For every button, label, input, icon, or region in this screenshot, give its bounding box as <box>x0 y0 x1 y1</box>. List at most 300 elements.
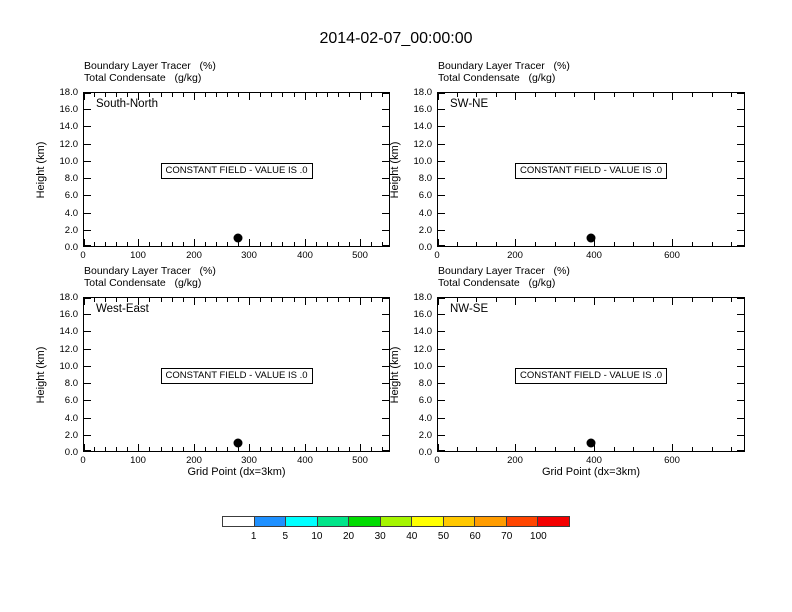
y-tick-label: 16.0 <box>413 309 432 320</box>
y-tick-label: 2.0 <box>418 430 432 441</box>
x-minor-tick <box>105 447 106 451</box>
x-minor-tick <box>633 298 634 302</box>
x-tick-label: 0 <box>434 455 440 466</box>
field-label-tracer: Boundary Layer Tracer (%) <box>84 265 216 277</box>
x-minor-tick <box>653 93 654 97</box>
x-minor-tick <box>105 242 106 246</box>
x-minor-tick <box>116 447 117 451</box>
y-major-tick <box>84 213 91 214</box>
x-major-tick <box>305 298 306 305</box>
x-minor-tick <box>294 447 295 451</box>
y-tick-label: 8.0 <box>64 378 78 389</box>
y-major-tick <box>382 331 389 332</box>
y-tick-label: 4.0 <box>418 208 432 219</box>
y-major-tick <box>438 314 445 315</box>
colorbar-tick-label: 10 <box>311 531 323 542</box>
x-minor-tick <box>271 298 272 302</box>
y-major-tick <box>382 418 389 419</box>
x-minor-tick <box>183 298 184 302</box>
x-minor-tick <box>94 298 95 302</box>
y-tick-label: 10.0 <box>59 361 78 372</box>
x-tick-label: 400 <box>586 250 602 261</box>
y-tick-label: 12.0 <box>59 344 78 355</box>
x-major-tick <box>672 239 673 246</box>
y-tick-label: 14.0 <box>413 121 432 132</box>
y-major-tick <box>737 93 744 94</box>
y-major-tick <box>84 109 91 110</box>
x-minor-tick <box>731 447 732 451</box>
x-minor-tick <box>555 242 556 246</box>
colorbar-tick-label: 40 <box>406 531 418 542</box>
x-minor-tick <box>161 242 162 246</box>
y-major-tick <box>382 349 389 350</box>
x-minor-tick <box>149 93 150 97</box>
x-minor-tick <box>205 298 206 302</box>
cross-section-label: NW-SE <box>450 303 489 315</box>
y-tick-label: 14.0 <box>59 326 78 337</box>
x-tick-label: 400 <box>297 455 313 466</box>
x-minor-tick <box>149 298 150 302</box>
y-major-tick <box>438 195 445 196</box>
y-major-tick <box>382 314 389 315</box>
y-tick-label: 2.0 <box>64 225 78 236</box>
x-minor-tick <box>227 242 228 246</box>
x-tick-label: 600 <box>664 455 680 466</box>
x-minor-tick <box>127 242 128 246</box>
y-tick-label: 2.0 <box>418 225 432 236</box>
x-minor-tick <box>216 242 217 246</box>
y-major-tick <box>737 366 744 367</box>
x-minor-tick <box>338 242 339 246</box>
x-major-tick <box>194 298 195 305</box>
x-major-tick <box>305 93 306 100</box>
x-minor-tick <box>457 447 458 451</box>
y-tick-label: 10.0 <box>413 156 432 167</box>
x-tick-label: 500 <box>352 250 368 261</box>
x-minor-tick <box>731 298 732 302</box>
colorbar-cell <box>223 517 255 526</box>
x-minor-tick <box>282 242 283 246</box>
x-minor-tick <box>282 298 283 302</box>
y-major-tick <box>737 450 744 451</box>
colorbar-tick-label: 5 <box>282 531 289 542</box>
colorbar-cell <box>381 517 413 526</box>
y-major-tick <box>382 144 389 145</box>
y-major-tick <box>737 245 744 246</box>
x-minor-tick <box>712 298 713 302</box>
y-major-tick <box>737 298 744 299</box>
x-major-tick <box>360 239 361 246</box>
cross-section-label: South-North <box>96 98 159 110</box>
x-minor-tick <box>633 242 634 246</box>
x-minor-tick <box>555 447 556 451</box>
y-major-tick <box>382 161 389 162</box>
y-major-tick <box>84 298 91 299</box>
x-major-tick <box>138 444 139 451</box>
y-tick-label: 14.0 <box>413 326 432 337</box>
x-minor-tick <box>227 447 228 451</box>
y-major-tick <box>84 435 91 436</box>
panel-header <box>438 60 570 84</box>
y-tick-label: 18.0 <box>59 87 78 98</box>
x-minor-tick <box>574 447 575 451</box>
x-minor-tick <box>476 298 477 302</box>
x-minor-tick <box>161 93 162 97</box>
x-tick-label: 200 <box>507 455 523 466</box>
y-major-tick <box>84 383 91 384</box>
x-minor-tick <box>105 93 106 97</box>
y-major-tick <box>382 195 389 196</box>
y-tick-label: 16.0 <box>59 309 78 320</box>
x-minor-tick <box>614 298 615 302</box>
x-minor-tick <box>127 298 128 302</box>
x-minor-tick <box>535 93 536 97</box>
y-major-tick <box>737 400 744 401</box>
panel-west-east <box>35 265 390 478</box>
x-minor-tick <box>227 298 228 302</box>
colorbar-tick-label: 1 <box>250 531 257 542</box>
y-axis-title: Height (km) <box>35 141 47 198</box>
x-minor-tick <box>316 447 317 451</box>
colorbar-tick-label: 60 <box>469 531 481 542</box>
x-major-tick <box>138 239 139 246</box>
y-major-tick <box>438 161 445 162</box>
panel-nw-se <box>389 265 745 478</box>
colorbar-tick-label: 70 <box>501 531 513 542</box>
y-major-tick <box>438 331 445 332</box>
y-major-tick <box>438 298 445 299</box>
constant-field-note: CONSTANT FIELD - VALUE IS .0 <box>160 163 312 179</box>
y-major-tick <box>84 450 91 451</box>
x-tick-label: 400 <box>586 455 602 466</box>
y-major-tick <box>737 314 744 315</box>
x-minor-tick <box>653 242 654 246</box>
x-minor-tick <box>327 298 328 302</box>
y-tick-label: 12.0 <box>59 139 78 150</box>
x-tick-label: 600 <box>664 250 680 261</box>
x-minor-tick <box>371 298 372 302</box>
colorbar-cell <box>349 517 381 526</box>
y-major-tick <box>438 178 445 179</box>
x-minor-tick <box>633 93 634 97</box>
y-major-tick <box>84 126 91 127</box>
x-minor-tick <box>731 93 732 97</box>
y-tick-label: 6.0 <box>418 395 432 406</box>
x-major-tick <box>672 444 673 451</box>
x-minor-tick <box>149 242 150 246</box>
x-minor-tick <box>371 447 372 451</box>
y-major-tick <box>737 178 744 179</box>
x-minor-tick <box>105 298 106 302</box>
y-major-tick <box>438 109 445 110</box>
x-major-tick <box>360 298 361 305</box>
x-minor-tick <box>712 93 713 97</box>
y-major-tick <box>737 213 744 214</box>
x-major-tick <box>194 444 195 451</box>
x-minor-tick <box>476 93 477 97</box>
y-major-tick <box>84 331 91 332</box>
y-major-tick <box>382 126 389 127</box>
x-minor-tick <box>371 242 372 246</box>
constant-field-note: CONSTANT FIELD - VALUE IS .0 <box>515 163 667 179</box>
y-tick-label: 16.0 <box>59 104 78 115</box>
x-minor-tick <box>555 298 556 302</box>
x-minor-tick <box>216 447 217 451</box>
x-major-tick <box>194 93 195 100</box>
x-major-tick <box>672 298 673 305</box>
y-major-tick <box>438 383 445 384</box>
x-minor-tick <box>535 298 536 302</box>
x-minor-tick <box>476 447 477 451</box>
x-minor-tick <box>712 447 713 451</box>
x-minor-tick <box>574 298 575 302</box>
field-label-condensate: Total Condensate (g/kg) <box>438 72 556 84</box>
y-major-tick <box>84 144 91 145</box>
x-minor-tick <box>496 93 497 97</box>
y-major-tick <box>438 245 445 246</box>
x-major-tick <box>594 93 595 100</box>
colorbar-cell <box>444 517 476 526</box>
panel-header <box>438 265 570 289</box>
x-axis-title: Grid Point (dx=3km) <box>541 466 641 478</box>
x-minor-tick <box>614 93 615 97</box>
x-minor-tick <box>476 242 477 246</box>
x-major-tick <box>438 93 439 100</box>
x-major-tick <box>360 444 361 451</box>
y-major-tick <box>84 418 91 419</box>
colorbar-tick-label: 100 <box>530 531 547 542</box>
y-major-tick <box>382 213 389 214</box>
y-major-tick <box>438 349 445 350</box>
x-minor-tick <box>94 242 95 246</box>
y-tick-label: 8.0 <box>418 378 432 389</box>
x-major-tick <box>84 298 85 305</box>
x-minor-tick <box>692 93 693 97</box>
x-minor-tick <box>205 93 206 97</box>
x-minor-tick <box>496 447 497 451</box>
y-major-tick <box>438 213 445 214</box>
x-minor-tick <box>116 242 117 246</box>
y-major-tick <box>382 400 389 401</box>
x-major-tick <box>515 239 516 246</box>
y-major-tick <box>84 400 91 401</box>
y-major-tick <box>438 93 445 94</box>
y-major-tick <box>382 298 389 299</box>
x-minor-tick <box>496 242 497 246</box>
x-minor-tick <box>294 242 295 246</box>
x-tick-label: 0 <box>434 250 440 261</box>
y-major-tick <box>382 450 389 451</box>
y-major-tick <box>438 418 445 419</box>
x-minor-tick <box>327 447 328 451</box>
y-tick-label: 18.0 <box>413 292 432 303</box>
y-tick-label: 12.0 <box>413 344 432 355</box>
y-major-tick <box>84 366 91 367</box>
y-axis-title: Height (km) <box>35 346 47 403</box>
x-minor-tick <box>205 242 206 246</box>
colorbar-cell <box>507 517 539 526</box>
y-tick-label: 0.0 <box>64 447 78 458</box>
x-major-tick <box>515 298 516 305</box>
y-major-tick <box>737 144 744 145</box>
y-axis-title: Height (km) <box>389 346 401 403</box>
y-major-tick <box>382 109 389 110</box>
x-major-tick <box>249 93 250 100</box>
y-tick-label: 16.0 <box>413 104 432 115</box>
x-minor-tick <box>294 93 295 97</box>
x-minor-tick <box>653 298 654 302</box>
x-minor-tick <box>127 93 128 97</box>
field-label-condensate: Total Condensate (g/kg) <box>84 277 202 289</box>
colorbar-cell <box>286 517 318 526</box>
x-minor-tick <box>731 242 732 246</box>
y-major-tick <box>84 195 91 196</box>
x-tick-label: 200 <box>186 455 202 466</box>
x-minor-tick <box>338 298 339 302</box>
x-minor-tick <box>614 242 615 246</box>
y-tick-label: 10.0 <box>413 361 432 372</box>
colorbar-cell <box>255 517 287 526</box>
x-minor-tick <box>574 242 575 246</box>
y-tick-label: 4.0 <box>64 208 78 219</box>
x-major-tick <box>305 239 306 246</box>
y-major-tick <box>438 450 445 451</box>
x-minor-tick <box>116 298 117 302</box>
x-minor-tick <box>260 93 261 97</box>
x-minor-tick <box>172 93 173 97</box>
y-major-tick <box>84 93 91 94</box>
x-tick-label: 200 <box>507 250 523 261</box>
y-major-tick <box>737 230 744 231</box>
panel-sw-ne <box>389 60 745 261</box>
x-minor-tick <box>282 93 283 97</box>
y-major-tick <box>84 230 91 231</box>
y-tick-label: 8.0 <box>418 173 432 184</box>
x-minor-tick <box>692 242 693 246</box>
y-major-tick <box>438 144 445 145</box>
x-minor-tick <box>338 447 339 451</box>
x-minor-tick <box>555 93 556 97</box>
y-major-tick <box>737 126 744 127</box>
y-major-tick <box>438 230 445 231</box>
x-minor-tick <box>574 93 575 97</box>
y-major-tick <box>382 435 389 436</box>
x-minor-tick <box>260 298 261 302</box>
y-major-tick <box>84 349 91 350</box>
x-minor-tick <box>271 93 272 97</box>
y-major-tick <box>737 435 744 436</box>
y-tick-label: 2.0 <box>64 430 78 441</box>
colorbar-cell <box>475 517 507 526</box>
field-label-tracer: Boundary Layer Tracer (%) <box>438 265 570 277</box>
y-tick-label: 4.0 <box>64 413 78 424</box>
field-label-condensate: Total Condensate (g/kg) <box>84 72 202 84</box>
y-tick-label: 18.0 <box>413 87 432 98</box>
x-minor-tick <box>183 93 184 97</box>
y-major-tick <box>84 178 91 179</box>
x-tick-label: 0 <box>80 455 86 466</box>
x-minor-tick <box>614 447 615 451</box>
y-major-tick <box>382 383 389 384</box>
x-major-tick <box>84 93 85 100</box>
x-tick-label: 100 <box>130 455 146 466</box>
y-major-tick <box>737 109 744 110</box>
y-major-tick <box>382 230 389 231</box>
y-tick-label: 8.0 <box>64 173 78 184</box>
data-point-marker <box>586 439 595 448</box>
x-major-tick <box>194 239 195 246</box>
x-major-tick <box>249 444 250 451</box>
y-axis-title: Height (km) <box>389 141 401 198</box>
x-major-tick <box>672 93 673 100</box>
x-minor-tick <box>94 93 95 97</box>
y-major-tick <box>438 435 445 436</box>
y-tick-label: 6.0 <box>64 395 78 406</box>
x-major-tick <box>249 298 250 305</box>
colorbar-tick-label: 30 <box>374 531 386 542</box>
x-minor-tick <box>172 298 173 302</box>
x-minor-tick <box>271 242 272 246</box>
data-point-marker <box>234 439 243 448</box>
cross-section-label: SW-NE <box>450 98 489 110</box>
y-major-tick <box>438 126 445 127</box>
x-minor-tick <box>692 298 693 302</box>
y-major-tick <box>438 400 445 401</box>
x-tick-label: 100 <box>130 250 146 261</box>
x-minor-tick <box>349 447 350 451</box>
panel-south-north <box>35 60 390 261</box>
x-minor-tick <box>183 447 184 451</box>
y-tick-label: 4.0 <box>418 413 432 424</box>
y-tick-label: 6.0 <box>64 190 78 201</box>
x-minor-tick <box>127 447 128 451</box>
x-minor-tick <box>238 298 239 302</box>
x-tick-label: 400 <box>297 250 313 261</box>
x-minor-tick <box>260 242 261 246</box>
y-major-tick <box>438 366 445 367</box>
x-minor-tick <box>457 93 458 97</box>
x-minor-tick <box>161 447 162 451</box>
field-label-tracer: Boundary Layer Tracer (%) <box>438 60 570 72</box>
y-tick-label: 0.0 <box>64 242 78 253</box>
colorbar-tick-label: 20 <box>342 531 355 542</box>
x-minor-tick <box>205 447 206 451</box>
x-major-tick <box>594 298 595 305</box>
x-tick-label: 300 <box>241 250 257 261</box>
x-minor-tick <box>327 242 328 246</box>
x-tick-label: 200 <box>186 250 202 261</box>
x-major-tick <box>360 93 361 100</box>
x-tick-label: 0 <box>80 250 86 261</box>
y-major-tick <box>737 331 744 332</box>
x-minor-tick <box>327 93 328 97</box>
y-tick-label: 10.0 <box>59 156 78 167</box>
x-minor-tick <box>371 93 372 97</box>
x-major-tick <box>249 239 250 246</box>
x-minor-tick <box>692 447 693 451</box>
panel-header <box>84 60 216 84</box>
y-tick-label: 6.0 <box>418 190 432 201</box>
constant-field-note: CONSTANT FIELD - VALUE IS .0 <box>515 368 667 384</box>
x-axis-title: Grid Point (dx=3km) <box>187 466 286 478</box>
field-label-condensate: Total Condensate (g/kg) <box>438 277 556 289</box>
y-major-tick <box>737 161 744 162</box>
x-minor-tick <box>653 447 654 451</box>
x-major-tick <box>515 93 516 100</box>
colorbar-cell <box>412 517 444 526</box>
x-minor-tick <box>216 93 217 97</box>
x-minor-tick <box>227 93 228 97</box>
